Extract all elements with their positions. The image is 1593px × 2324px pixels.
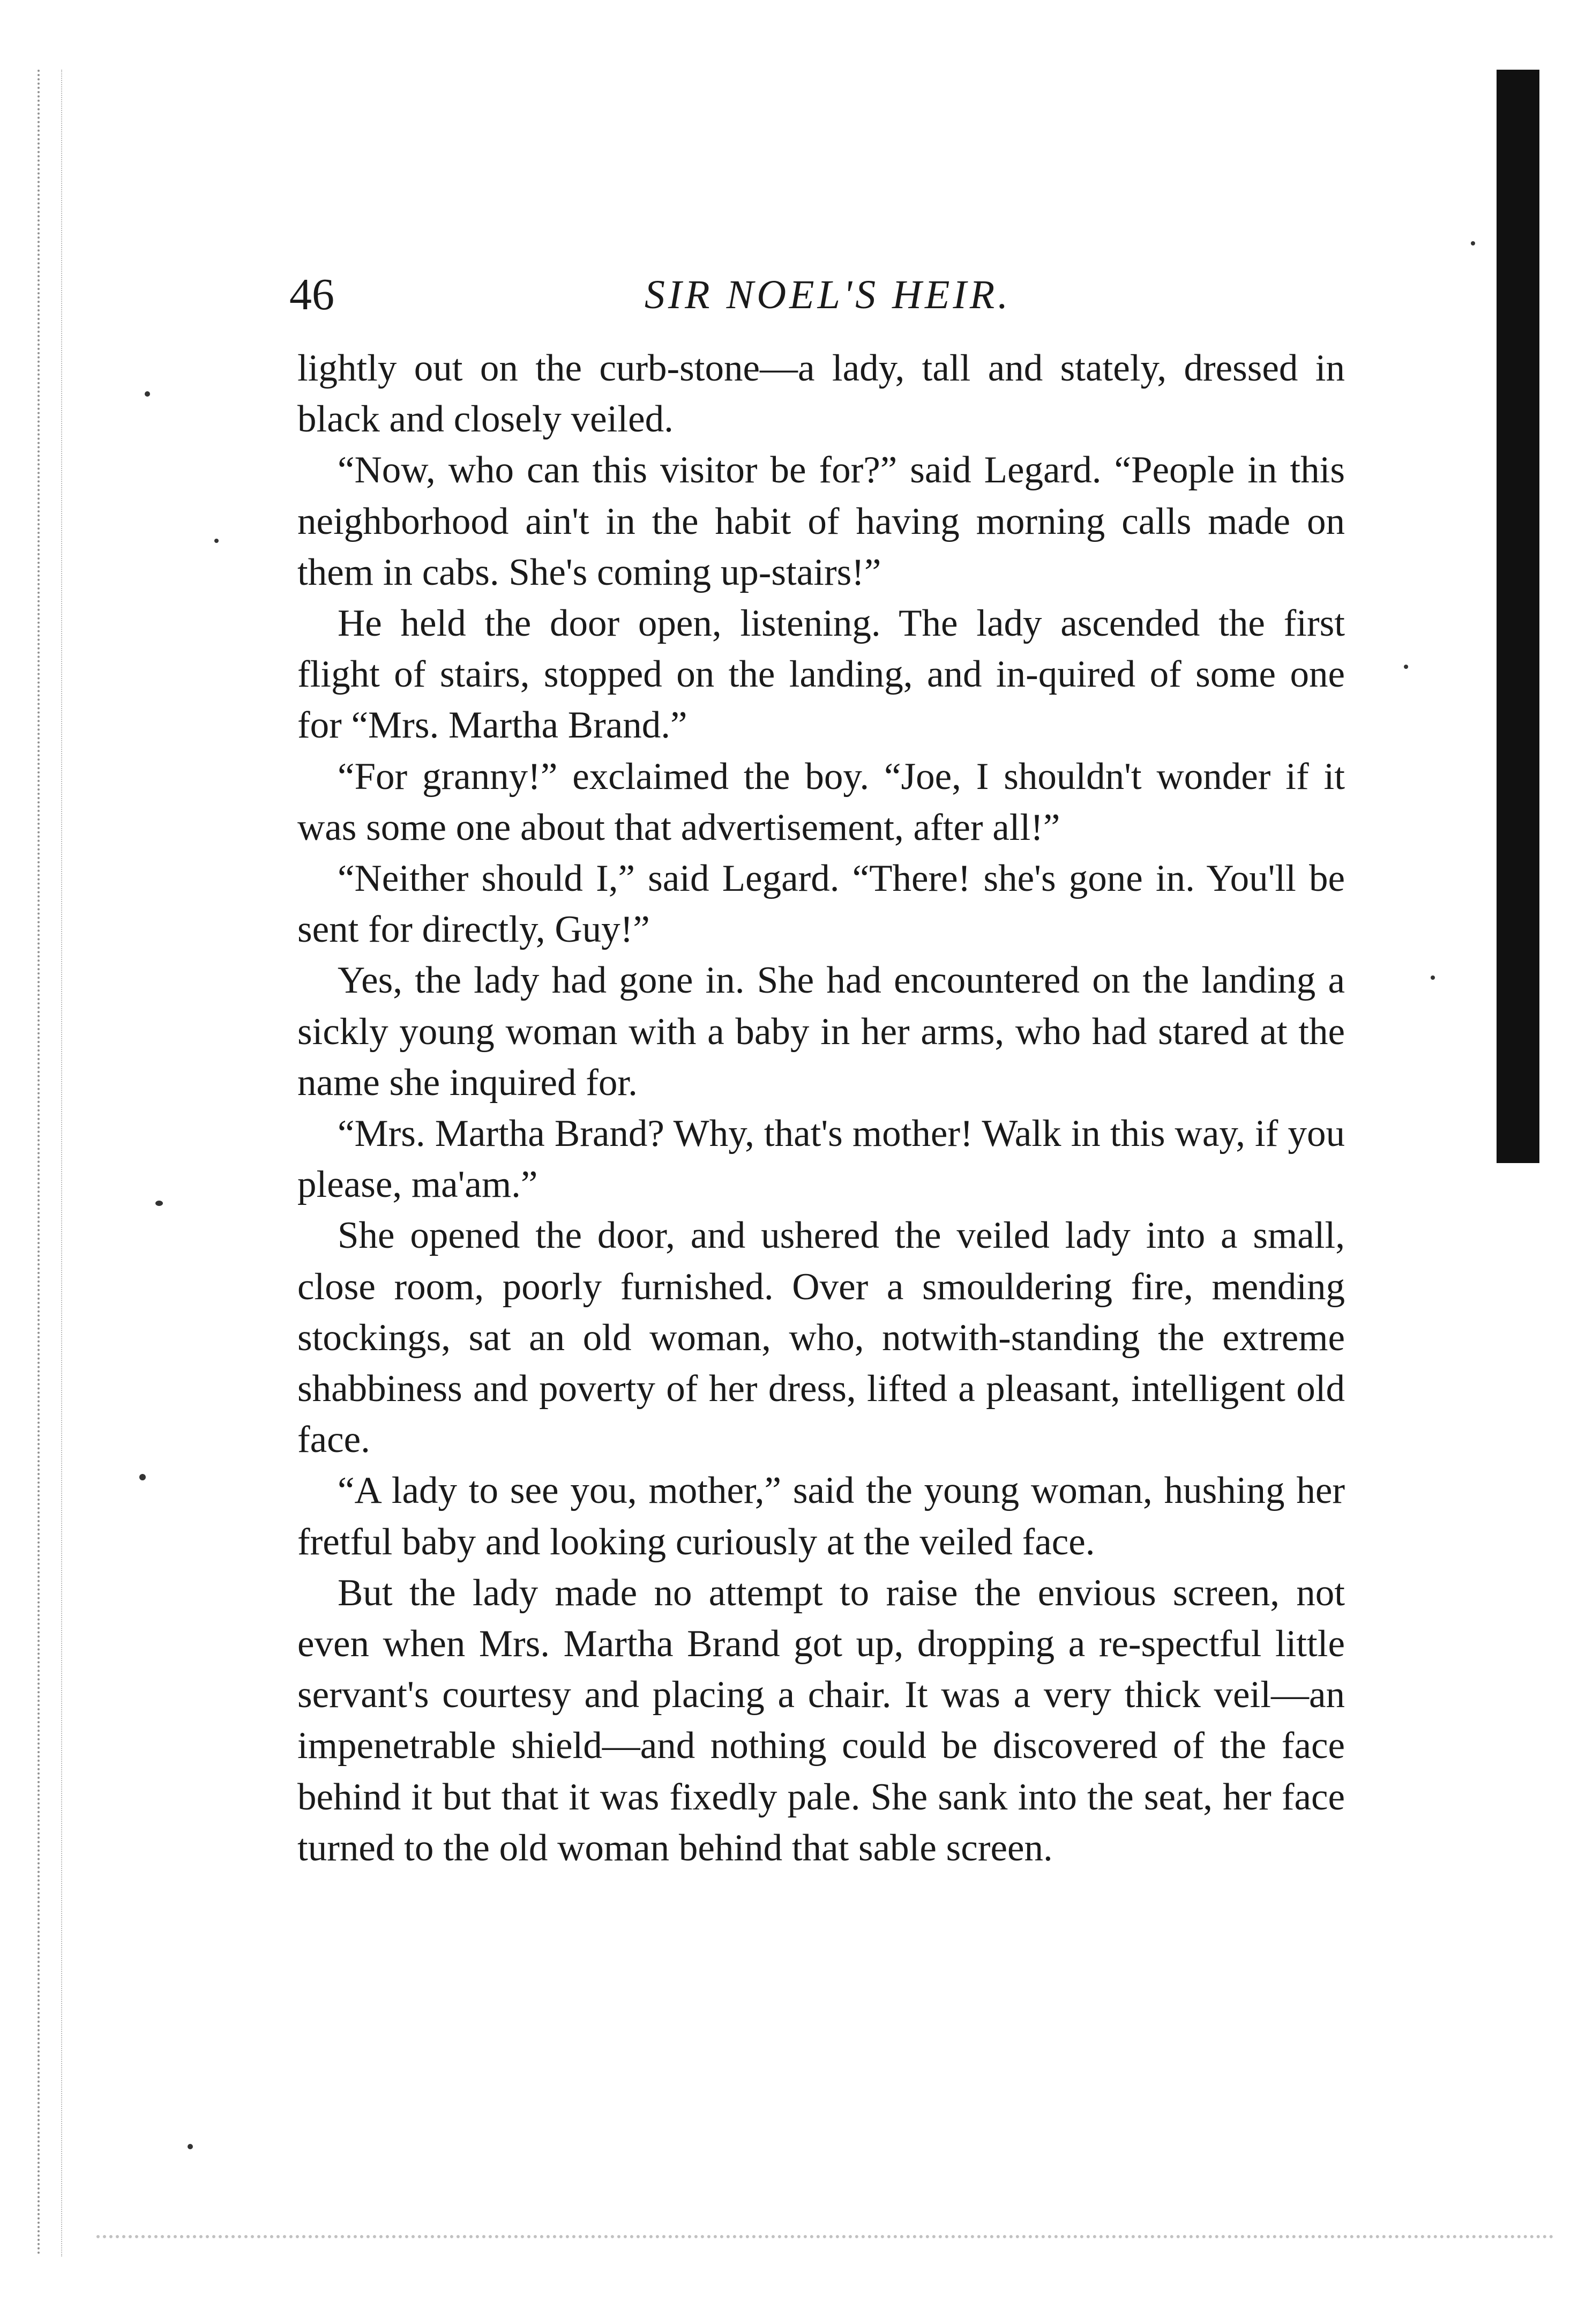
page-number: 46	[289, 270, 334, 319]
scan-speck	[1404, 665, 1408, 669]
scan-noise	[96, 2235, 1554, 2270]
scan-speck	[1471, 241, 1475, 245]
paragraph: lightly out on the curb-stone—a lady, tall and stately, dressed in black and closely veiled.	[297, 347, 1345, 441]
paragraph: She opened the door, and ushered the veiled lady into a small, close room, poorly furnished. Over a smouldering fire, mending stockings, sat an old woman, who, notwith-standing the extreme shabbiness and poverty of her dress, lifted a pleasant, intelligent old face.	[297, 1215, 1345, 1461]
paragraph: He held the door open, listening. The lady ascended the first flight of stairs, stopped on the landing, and in-quired of some one for “Mrs. Martha Brand.”	[297, 602, 1345, 747]
scan-edge-bar	[1497, 70, 1539, 1163]
paragraph: “Mrs. Martha Brand? Why, that's mother! Walk in this way, if you please, ma'am.”	[297, 1113, 1345, 1206]
scan-speck	[145, 391, 150, 397]
paragraph: “For granny!” exclaimed the boy. “Joe, I shouldn't wonder if it was some one about that advertisement, after all!”	[297, 755, 1345, 848]
paragraph: But the lady made no attempt to raise the envious screen, not even when Mrs. Martha Brand got up, dropping a re-spectful little servant's courtesy and placing a chair. It was a very thick veil—an impenetrable shield—and nothing could be discovered of the face behind it but that it was fixedly pale. She sank into the seat, her face turned to the old woman behind that sable screen.	[297, 1571, 1345, 1869]
paragraph: Yes, the lady had gone in. She had encountered on the landing a sickly young woman with a baby in her arms, who had stared at the name she inquired for.	[297, 959, 1345, 1104]
page-gutter-edge	[38, 70, 62, 2256]
paragraph: “A lady to see you, mother,” said the young woman, hushing her fretful baby and looking curiously at the veiled face.	[297, 1470, 1345, 1563]
scan-speck	[188, 2144, 193, 2149]
scan-speck	[214, 539, 219, 543]
paragraph: “Now, who can this visitor be for?” said Legard. “People in this neighborhood ain't in the habit of having morning calls made on them in cabs. She's coming up-stairs!”	[297, 449, 1345, 593]
running-title: SIR NOEL'S HEIR.	[644, 272, 1012, 317]
scan-speck	[1431, 975, 1435, 980]
body-text	[297, 343, 1345, 1874]
scan-speck	[139, 1474, 146, 1480]
scan-speck	[155, 1201, 163, 1206]
paragraph: “Neither should I,” said Legard. “There! she's gone in. You'll be sent for directly, Guy!”	[297, 858, 1345, 951]
page-header	[289, 265, 1366, 324]
